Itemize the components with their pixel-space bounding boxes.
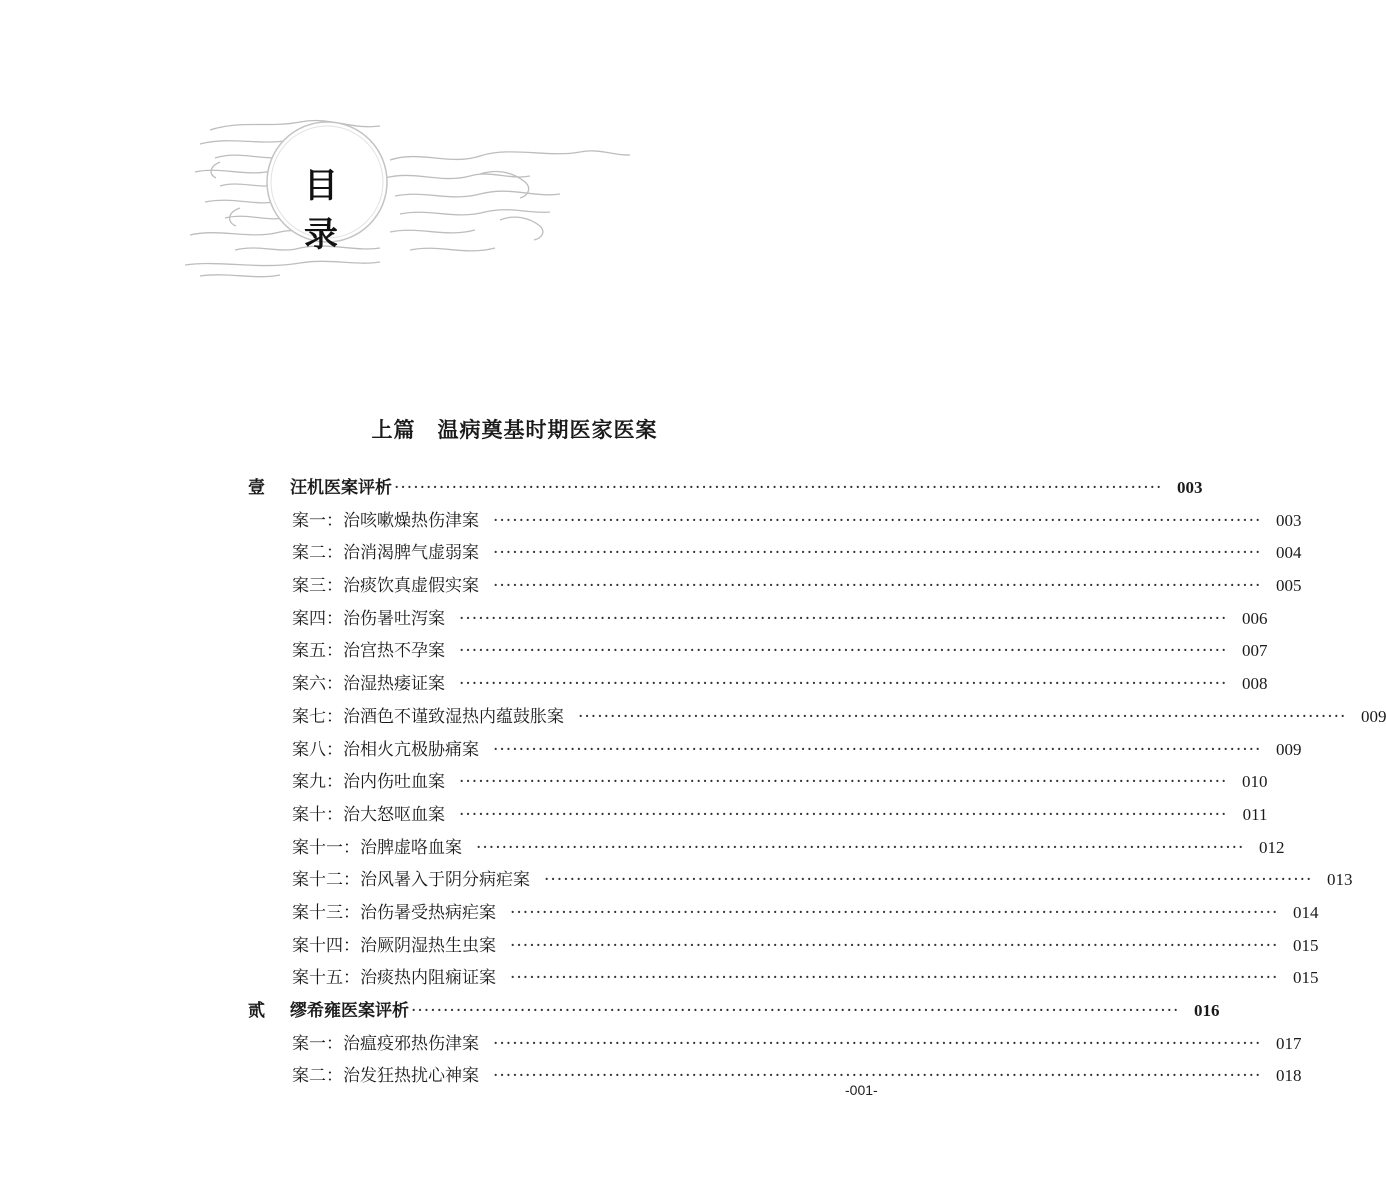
dot-leader: ························································································································ xyxy=(459,772,1228,793)
dot-leader: ························································································································ xyxy=(493,543,1262,564)
entry-page-number: 014 xyxy=(1292,902,1319,922)
dot-leader: ························································································································ xyxy=(493,739,1262,760)
toc-chapter-entry[interactable] xyxy=(248,995,1220,1028)
entry-label: 案六：治湿热痿证案 xyxy=(292,674,445,695)
title-banner xyxy=(180,100,650,290)
chapter-number: 贰 xyxy=(248,1001,265,1021)
cloud-ornament-icon xyxy=(180,100,650,290)
entry-page-number: 003 xyxy=(1275,510,1302,530)
entry-page-number: 016 xyxy=(1193,1001,1220,1020)
toc-case-entry[interactable] xyxy=(248,766,1268,799)
entry-page-number: 008 xyxy=(1241,674,1268,694)
dot-leader: ························································································································ xyxy=(476,837,1245,858)
entry-page-number: 010 xyxy=(1241,772,1268,792)
dot-leader: ························································································································ xyxy=(459,608,1228,629)
entry-label: 案一：治咳嗽燥热伤津案 xyxy=(292,510,479,531)
entry-page-number: 012 xyxy=(1258,837,1285,857)
part-name: 温病奠基时期医家医案 xyxy=(437,417,658,442)
entry-label: 案一：治瘟疫邪热伤津案 xyxy=(292,1033,479,1054)
entry-page-number: 017 xyxy=(1275,1033,1302,1053)
entry-page-number: 003 xyxy=(1176,478,1203,497)
toc-case-entry[interactable] xyxy=(248,799,1268,832)
toc-case-entry[interactable] xyxy=(248,930,1319,963)
toc-case-entry[interactable] xyxy=(248,505,1302,538)
entry-label: 缪希雍医案评析 xyxy=(290,1001,409,1021)
toc-case-entry[interactable] xyxy=(248,635,1268,668)
page-title: 目 录 xyxy=(304,166,350,255)
dot-leader: ························································································································ xyxy=(493,1033,1262,1054)
entry-page-number: 015 xyxy=(1292,968,1319,988)
part-prefix: 上篇 xyxy=(371,417,416,442)
part-heading xyxy=(0,414,999,444)
dot-leader: ························································································································ xyxy=(510,968,1279,989)
entry-label: 汪机医案评析 xyxy=(290,478,392,498)
entry-label: 案十四：治厥阴湿热生虫案 xyxy=(292,935,496,956)
entry-label: 案四：治伤暑吐泻案 xyxy=(292,608,445,629)
entry-page-number: 011 xyxy=(1242,804,1268,824)
entry-label: 案二：治发狂热扰心神案 xyxy=(292,1066,479,1087)
dot-leader: ························································································································ xyxy=(459,641,1228,662)
entry-label: 案五：治宫热不孕案 xyxy=(292,641,445,662)
entry-label: 案八：治相火亢极胁痛案 xyxy=(292,739,479,760)
dot-leader: ························································································································ xyxy=(411,1001,1180,1021)
toc-case-entry[interactable] xyxy=(248,864,1353,897)
entry-page-number: 009 xyxy=(1360,706,1386,726)
entry-page-number: 005 xyxy=(1275,576,1302,596)
toc-case-entry[interactable] xyxy=(248,734,1302,767)
dot-leader: ························································································································ xyxy=(459,804,1228,825)
toc-case-entry[interactable] xyxy=(248,897,1319,930)
toc-case-entry[interactable] xyxy=(248,832,1285,865)
dot-leader: ························································································································ xyxy=(493,576,1262,597)
toc-chapter-entry[interactable] xyxy=(248,472,1203,505)
toc-case-entry[interactable] xyxy=(248,701,1386,734)
entry-label: 案十三：治伤暑受热病疟案 xyxy=(292,902,496,923)
entry-label: 案十五：治痰热内阻痫证案 xyxy=(292,968,496,989)
entry-page-number: 009 xyxy=(1275,739,1302,759)
toc-case-entry[interactable] xyxy=(248,1028,1302,1061)
toc-case-entry[interactable] xyxy=(248,537,1302,570)
dot-leader: ························································································································ xyxy=(493,510,1262,531)
entry-page-number: 006 xyxy=(1241,608,1268,628)
entry-label: 案七：治酒色不谨致湿热内蕴鼓胀案 xyxy=(292,706,564,727)
entry-label: 案十二：治风暑入于阴分病疟案 xyxy=(292,870,530,891)
toc-case-entry[interactable] xyxy=(248,962,1319,995)
chapter-number: 壹 xyxy=(248,478,265,498)
entry-label: 案二：治消渴脾气虚弱案 xyxy=(292,543,479,564)
dot-leader: ························································································································ xyxy=(394,478,1163,498)
toc-case-entry[interactable] xyxy=(248,603,1268,636)
entry-page-number: 013 xyxy=(1326,870,1353,890)
dot-leader: ························································································································ xyxy=(510,902,1279,923)
dot-leader: ························································································································ xyxy=(578,706,1347,727)
entry-label: 案十一：治脾虚咯血案 xyxy=(292,837,462,858)
entry-label: 案九：治内伤吐血案 xyxy=(292,772,445,793)
entry-page-number: 007 xyxy=(1241,641,1268,661)
entry-label: 案十：治大怒呕血案 xyxy=(292,804,445,825)
dot-leader: ························································································································ xyxy=(459,674,1228,695)
dot-leader: ························································································································ xyxy=(510,935,1279,956)
entry-page-number: 004 xyxy=(1275,543,1302,563)
dot-leader: ························································································································ xyxy=(544,870,1313,891)
toc-case-entry[interactable] xyxy=(248,668,1268,701)
toc-case-entry[interactable] xyxy=(248,570,1302,603)
entry-page-number: 015 xyxy=(1292,935,1319,955)
entry-label: 案三：治痰饮真虚假实案 xyxy=(292,576,479,597)
dot-leader: ························································································································ xyxy=(493,1066,1262,1087)
entry-page-number: 018 xyxy=(1275,1066,1302,1086)
page-number: -001- xyxy=(845,1082,878,1098)
